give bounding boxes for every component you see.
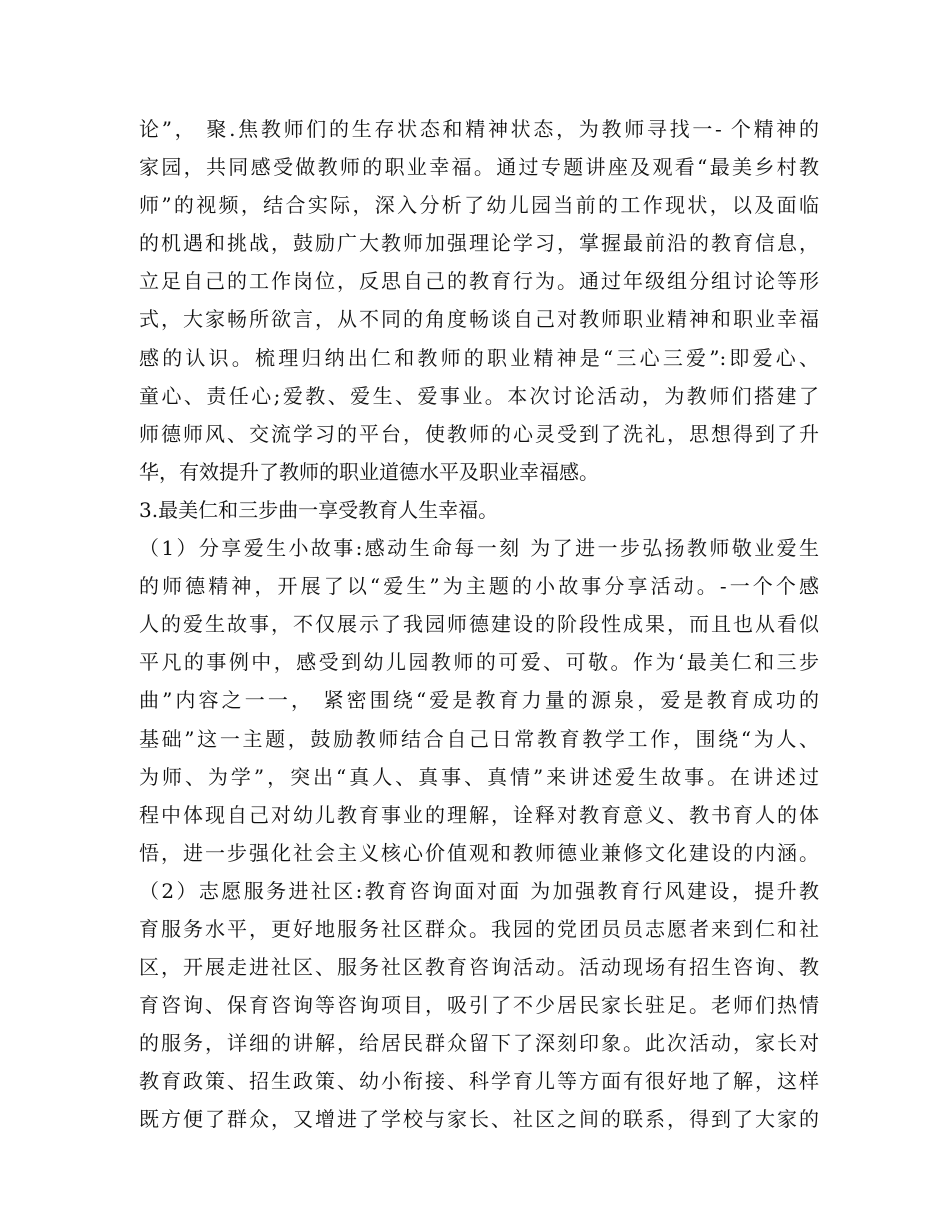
- text-line: 论”， 聚.焦教师们的生存状态和精神状态，为教师寻找一- 个精神的: [139, 117, 819, 141]
- body-text: [139, 110, 819, 1139]
- text-line: （2）志愿服务进社区:教育咨询面对面 为加强教育行风建设，提升教: [139, 878, 819, 903]
- text-line: 师”的视频，结合实际，深入分析了幼儿园当前的工作现状，以及面临: [139, 193, 819, 218]
- text-line: 既方便了群众，又增进了学校与家长、社区之间的联系，得到了大家的: [139, 1107, 819, 1132]
- text-line: 的服务，详细的讲解，给居民群众留下了深刻印象。此次活动，家长对: [139, 1031, 819, 1056]
- text-line: 悟，进一步强化社会主义核心价值观和教师德业兼修文化建设的内涵。: [139, 840, 819, 865]
- text-line: 童心、责任心;爱教、爱生、爱事业。本次讨论活动，为教师们搭建了: [139, 383, 819, 408]
- text-line: 师德师风、交流学习的平台，使教师的心灵受到了洗礼，思想得到了升: [139, 421, 819, 446]
- text-line: 立足自己的工作岗位，反思自己的教育行为。通过年级组分组讨论等形: [139, 269, 819, 294]
- text-line: 程中体现自己对幼儿教育事业的理解，诠释对教育意义、教书育人的体: [139, 802, 819, 827]
- text-line: 华，有效提升了教师的职业道德水平及职业幸福感。: [139, 459, 599, 484]
- text-line: 的师德精神，开展了以“爱生”为主题的小故事分享活动。-一个个感: [139, 574, 819, 599]
- text-line: 家园，共同感受做教师的职业幸福。通过专题讲座及观看“最美乡村教: [139, 155, 819, 180]
- section-heading: 3.最美仁和三步曲一享受教育人生幸福。: [139, 497, 499, 522]
- text-line: 人的爱生故事，不仅展示了我园师德建设的阶段性成果，而且也从看似: [139, 612, 819, 637]
- text-line: 教育政策、招生政策、幼小衔接、科学育儿等方面有很好地了解，这样: [139, 1069, 819, 1094]
- text-line: 感的认识。梳理归纳出仁和教师的职业精神是“三心三爱”:即爱心、: [139, 345, 819, 370]
- text-line: 育咨询、保育咨询等咨询项目，吸引了不少居民家长驻足。老师们热情: [139, 993, 819, 1018]
- text-line: 区，开展走进社区、服务社区教育咨询活动。活动现场有招生咨询、教: [139, 955, 819, 980]
- text-line: 式，大家畅所欲言，从不同的角度畅谈自己对教师职业精神和职业幸福: [139, 307, 819, 332]
- text-line: 的机遇和挑战，鼓励广大教师加强理论学习，掌握最前沿的教育信息，: [139, 231, 819, 256]
- text-line: 为师、为学”，突出“真人、真事、真情”来讲述爱生故事。在讲述过: [139, 764, 819, 789]
- text-line: 曲”内容之一一， 紧密围绕“爱是教育力量的源泉，爱是教育成功的: [139, 688, 819, 713]
- text-line: （1）分享爱生小故事:感动生命每一刻 为了进一步弘扬教师敬业爱生: [139, 536, 819, 561]
- text-line: 平凡的事例中，感受到幼儿园教师的可爱、可敬。作为‘最美仁和三步: [139, 650, 819, 675]
- text-line: 基础”这一主题，鼓励教师结合自己日常教育教学工作，围绕“为人、: [139, 726, 819, 751]
- text-line: 育服务水平，更好地服务社区群众。我园的党团员员志愿者来到仁和社: [139, 916, 819, 941]
